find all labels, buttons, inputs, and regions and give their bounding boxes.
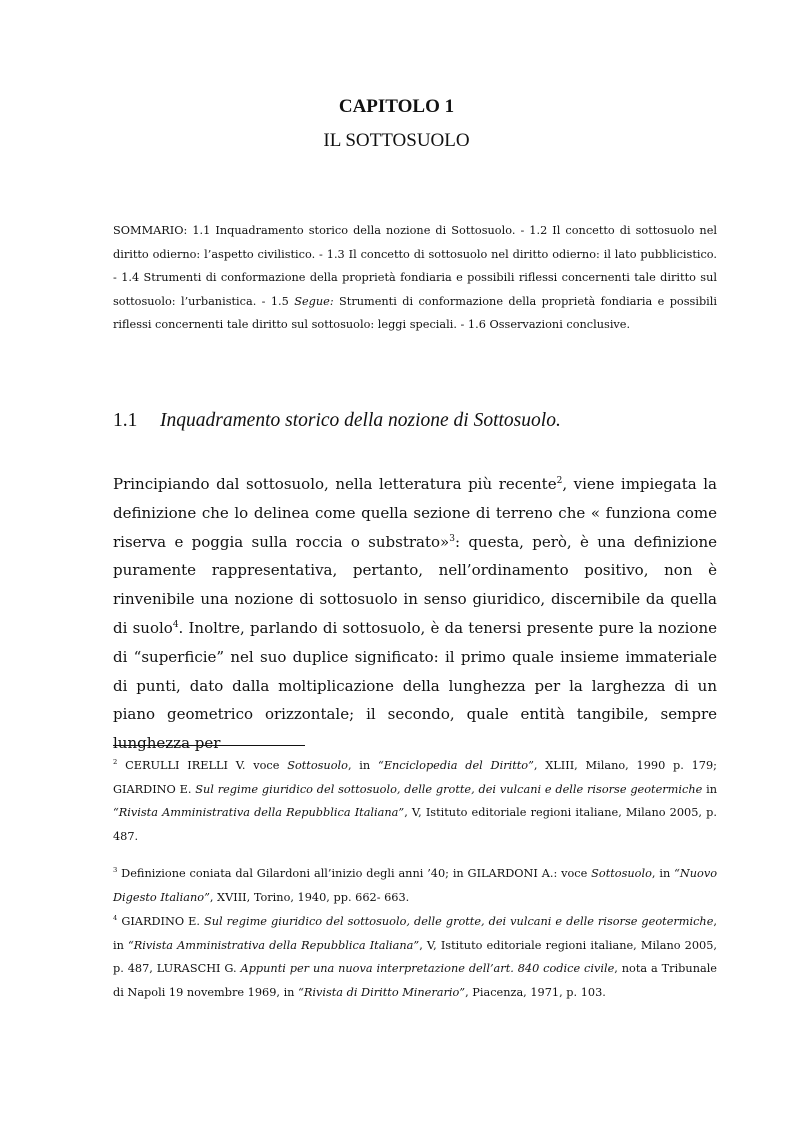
footnote-text: , nota a Tribunale di Napoli 19 novembre 1969, in (113, 962, 717, 999)
section-title: Inquadramento storico della nozione di Sottosuolo. (160, 410, 561, 431)
footnote-text: in (702, 782, 717, 796)
footnote-4-number: 4 (113, 914, 118, 923)
footnote-text: CERULLI IRELLI V. voce (117, 759, 288, 772)
body-text-3: : questa, però, è una definizione puramente rappresentativa, pertanto, nell’ordinamento positivo, non è rinvenibile una nozione di sottosuolo in senso giuridico, discernibile da quella di suolo (113, 532, 717, 637)
footnote-italic: “Enciclopedia del Diritto” (377, 759, 534, 772)
chapter-number: CAPITOLO 1 (338, 96, 455, 117)
summary-text-continued: Strumenti di conformazione della proprietà fondiaria e possibili riflessi concernenti tale diritto sul sottosuolo: leggi speciali. - 1.6 Osservazioni conclusive. (113, 294, 718, 331)
chapter-title: IL SOTTOSUOLO (323, 130, 470, 151)
body-text-1: Principiando dal sottosuolo, nella letteratura più recente (113, 475, 557, 493)
footnote-ref-3[interactable]: 3 (449, 533, 455, 544)
footnote-3-number: 3 (113, 866, 118, 875)
footnote-2 (113, 754, 717, 848)
footnote-italic: Sul regime giuridico del sottosuolo, delle grotte, dei vulcani e delle risorse geotermiche (204, 915, 714, 928)
summary-text: SOMMARIO: 1.1 Inquadramento storico della nozione di Sottosuolo. - 1.2 Il concetto di sottosuolo nel diritto odierno: l’aspetto civilistico. - 1.3 Il concetto di sottosuolo nel diritto odierno: il lato pubblicistico. - 1.4 Strumenti di conformazione della proprietà fondiaria e possibili riflessi concernenti tale diritto sul sottosuolo: l’urbanistica. - 1.5 (113, 224, 717, 308)
footnote-3 (113, 862, 717, 909)
footnote-italic: Appunti per una nuova interpretazione dell’art. 840 codice civile (240, 962, 615, 976)
chapter-summary (113, 219, 717, 337)
footnote-text: , in (347, 759, 378, 772)
footnote-2-number: 2 (113, 758, 118, 767)
section-heading (113, 410, 717, 432)
footnote-text: GIARDINO E. (117, 915, 204, 928)
footnote-text: , V, Istituto editoriale regioni italiane, Milano 2005, p. 487, LURASCHI G. (113, 938, 717, 976)
footnote-text: Definizione coniata dal Gilardoni all’inizio degli anni ’40; in GILARDONI A.: voce (117, 867, 592, 880)
footnote-text: , XLIII, Milano, 1990 p. 179; GIARDINO E. (113, 759, 717, 796)
body-text-2: , viene impiegata la definizione che lo delinea come quella sezione di terreno che « funziona come riserva e poggia sulla roccia o substrato» (113, 475, 718, 551)
footnote-text: , Piacenza, 1971, p. 103. (465, 985, 606, 999)
summary-segue: Segue: (294, 294, 334, 308)
footnote-italic: Sottosuolo (287, 759, 348, 772)
footnote-text: , XVIII, Torino, 1940, pp. 662- 663. (209, 890, 410, 904)
footnote-italic: “Rivista Amministrativa della Repubblica Italiana” (113, 806, 405, 820)
footnote-separator (113, 745, 305, 746)
footnote-italic: “Rivista di Diritto Minerario” (298, 985, 466, 999)
footnote-4 (113, 910, 717, 1004)
section-number: 1.1 (113, 410, 138, 431)
footnote-text: , in (651, 867, 675, 880)
body-paragraph (113, 470, 717, 758)
footnote-italic: Sottosuolo (591, 867, 652, 880)
footnote-italic: “Nuovo Digesto Italiano” (113, 867, 717, 904)
footnote-italic: “Rivista Amministrativa della Repubblica Italiana” (128, 938, 420, 952)
footnote-text: , in (113, 915, 717, 952)
footnote-ref-2[interactable]: 2 (556, 476, 563, 486)
footnote-italic: Sul regime giuridico del sottosuolo, delle grotte, dei vulcani e delle risorse geotermiche (195, 782, 703, 796)
footnote-ref-4[interactable]: 4 (172, 619, 179, 630)
body-text-4: . Inoltre, parlando di sottosuolo, è da tenersi presente pure la nozione di “superficie” nel suo duplice significato: il primo quale insieme immateriale di punti, dato dalla moltiplicazione della lunghezza per la larghezza di un piano geometrico orizzontale; il secondo, quale entità tangibile, sempre lunghezza per (113, 618, 717, 753)
footnote-text: , V, Istituto editoriale regioni italiane, Milano 2005, p. 487. (113, 806, 717, 843)
